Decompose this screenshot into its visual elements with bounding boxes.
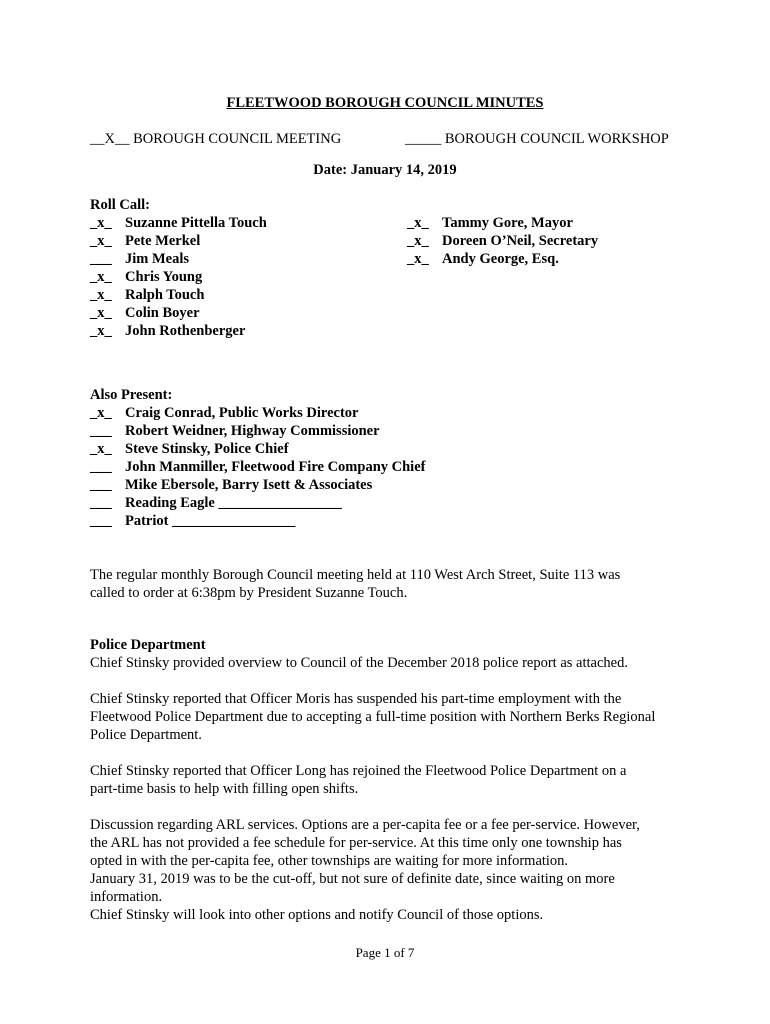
attendee-name: Craig Conrad, Public Works Director: [125, 405, 359, 421]
roll-call-entry: [90, 250, 189, 268]
attendance-mark: ___: [90, 459, 112, 475]
page-title: FLEETWOOD BOROUGH COUNCIL MINUTES: [226, 95, 544, 111]
meeting-date: Date: January 14, 2019: [313, 162, 457, 178]
attendance-mark: _x_: [407, 251, 429, 267]
police-paragraph: [90, 654, 690, 672]
text-line: information.: [90, 889, 163, 905]
police-paragraph: [90, 690, 690, 744]
attendance-mark: _x_: [90, 287, 112, 303]
attendance-mark: ___: [90, 513, 112, 529]
attendance-mark: ___: [90, 477, 112, 493]
also-present-heading: Also Present:: [90, 387, 173, 403]
member-name: Jim Meals: [125, 251, 190, 267]
attendance-mark: ___: [90, 423, 112, 439]
attendee-name: Reading Eagle _________________: [125, 495, 342, 511]
member-name: Pete Merkel: [125, 233, 201, 249]
attendance-mark: _x_: [90, 233, 112, 249]
official-name: Andy George, Esq.: [442, 251, 559, 267]
also-present-entry: [90, 440, 289, 458]
text-line: The regular monthly Borough Council meeting held at 110 West Arch Street, Suite 113 was: [90, 567, 621, 583]
workshop-type-option: _____ BOROUGH COUNCIL WORKSHOP: [405, 131, 669, 147]
member-name: John Rothenberger: [125, 323, 246, 339]
text-line: Chief Stinsky will look into other options and notify Council of those options.: [90, 907, 544, 923]
roll-call-entry: [90, 232, 200, 250]
attendance-mark: _x_: [90, 305, 112, 321]
text-line: Chief Stinsky provided overview to Council of the December 2018 police report as attached.: [90, 655, 628, 671]
text-line: part-time basis to help with filling open shifts.: [90, 781, 359, 797]
text-line: January 31, 2019 was to be the cut-off, but not sure of definite date, since waiting on more: [90, 871, 615, 887]
text-line: the ARL has not provided a fee schedule for per-service. At this time only one township has: [90, 835, 622, 851]
also-present-entry: [90, 422, 380, 440]
text-line: called to order at 6:38pm by President Suzanne Touch.: [90, 585, 408, 601]
attendee-name: Patriot _________________: [125, 513, 296, 529]
roll-call-entry: [90, 214, 267, 232]
attendee-name: Mike Ebersole, Barry Isett & Associates: [125, 477, 373, 493]
text-line: Discussion regarding ARL services. Options are a per-capita fee or a fee per-service. However,: [90, 817, 640, 833]
officials-entry: [407, 214, 573, 232]
text-line: Fleetwood Police Department due to accepting a full-time position with Northern Berks Regional: [90, 709, 656, 725]
member-name: Chris Young: [125, 269, 203, 285]
attendance-mark: _x_: [407, 233, 429, 249]
text-line: Chief Stinsky reported that Officer Long has rejoined the Fleetwood Police Department on a: [90, 763, 627, 779]
attendance-mark: _x_: [90, 269, 112, 285]
attendance-mark: _x_: [90, 441, 112, 457]
attendee-name: Steve Stinsky, Police Chief: [125, 441, 289, 457]
text-line: Police Department.: [90, 727, 202, 743]
member-name: Colin Boyer: [125, 305, 200, 321]
attendance-mark: _x_: [90, 323, 112, 339]
also-present-entry: [90, 476, 372, 494]
officials-entry: [407, 250, 559, 268]
officials-entry: [407, 232, 598, 250]
attendance-mark: _x_: [90, 405, 112, 421]
attendance-mark: ___: [90, 251, 112, 267]
attendance-mark: ___: [90, 495, 112, 511]
police-paragraph: [90, 762, 690, 798]
roll-call-entry: [90, 322, 245, 340]
member-name: Ralph Touch: [125, 287, 205, 303]
roll-call-heading: Roll Call:: [90, 197, 151, 213]
roll-call-entry: [90, 304, 200, 322]
member-name: Suzanne Pittella Touch: [125, 215, 267, 231]
also-present-entry: [90, 512, 295, 530]
text-line: opted in with the per-capita fee, other townships are waiting for more information.: [90, 853, 569, 869]
official-name: Tammy Gore, Mayor: [442, 215, 573, 231]
also-present-entry: [90, 404, 358, 422]
attendance-mark: _x_: [407, 215, 429, 231]
attendee-name: Robert Weidner, Highway Commissioner: [125, 423, 380, 439]
roll-call-entry: [90, 268, 202, 286]
page-number: Page 1 of 7: [355, 945, 415, 960]
attendance-mark: _x_: [90, 215, 112, 231]
official-name: Doreen O’Neil, Secretary: [442, 233, 599, 249]
attendee-name: John Manmiller, Fleetwood Fire Company Chief: [125, 459, 426, 475]
also-present-entry: [90, 494, 342, 512]
meeting-type-option: __X__ BOROUGH COUNCIL MEETING: [90, 131, 342, 147]
intro-paragraph: [90, 566, 690, 602]
also-present-entry: [90, 458, 425, 476]
text-line: Chief Stinsky reported that Officer Moris has suspended his part-time employment with the: [90, 691, 622, 707]
police-paragraph: [90, 816, 690, 924]
police-section-heading: Police Department: [90, 637, 206, 653]
roll-call-entry: [90, 286, 204, 304]
